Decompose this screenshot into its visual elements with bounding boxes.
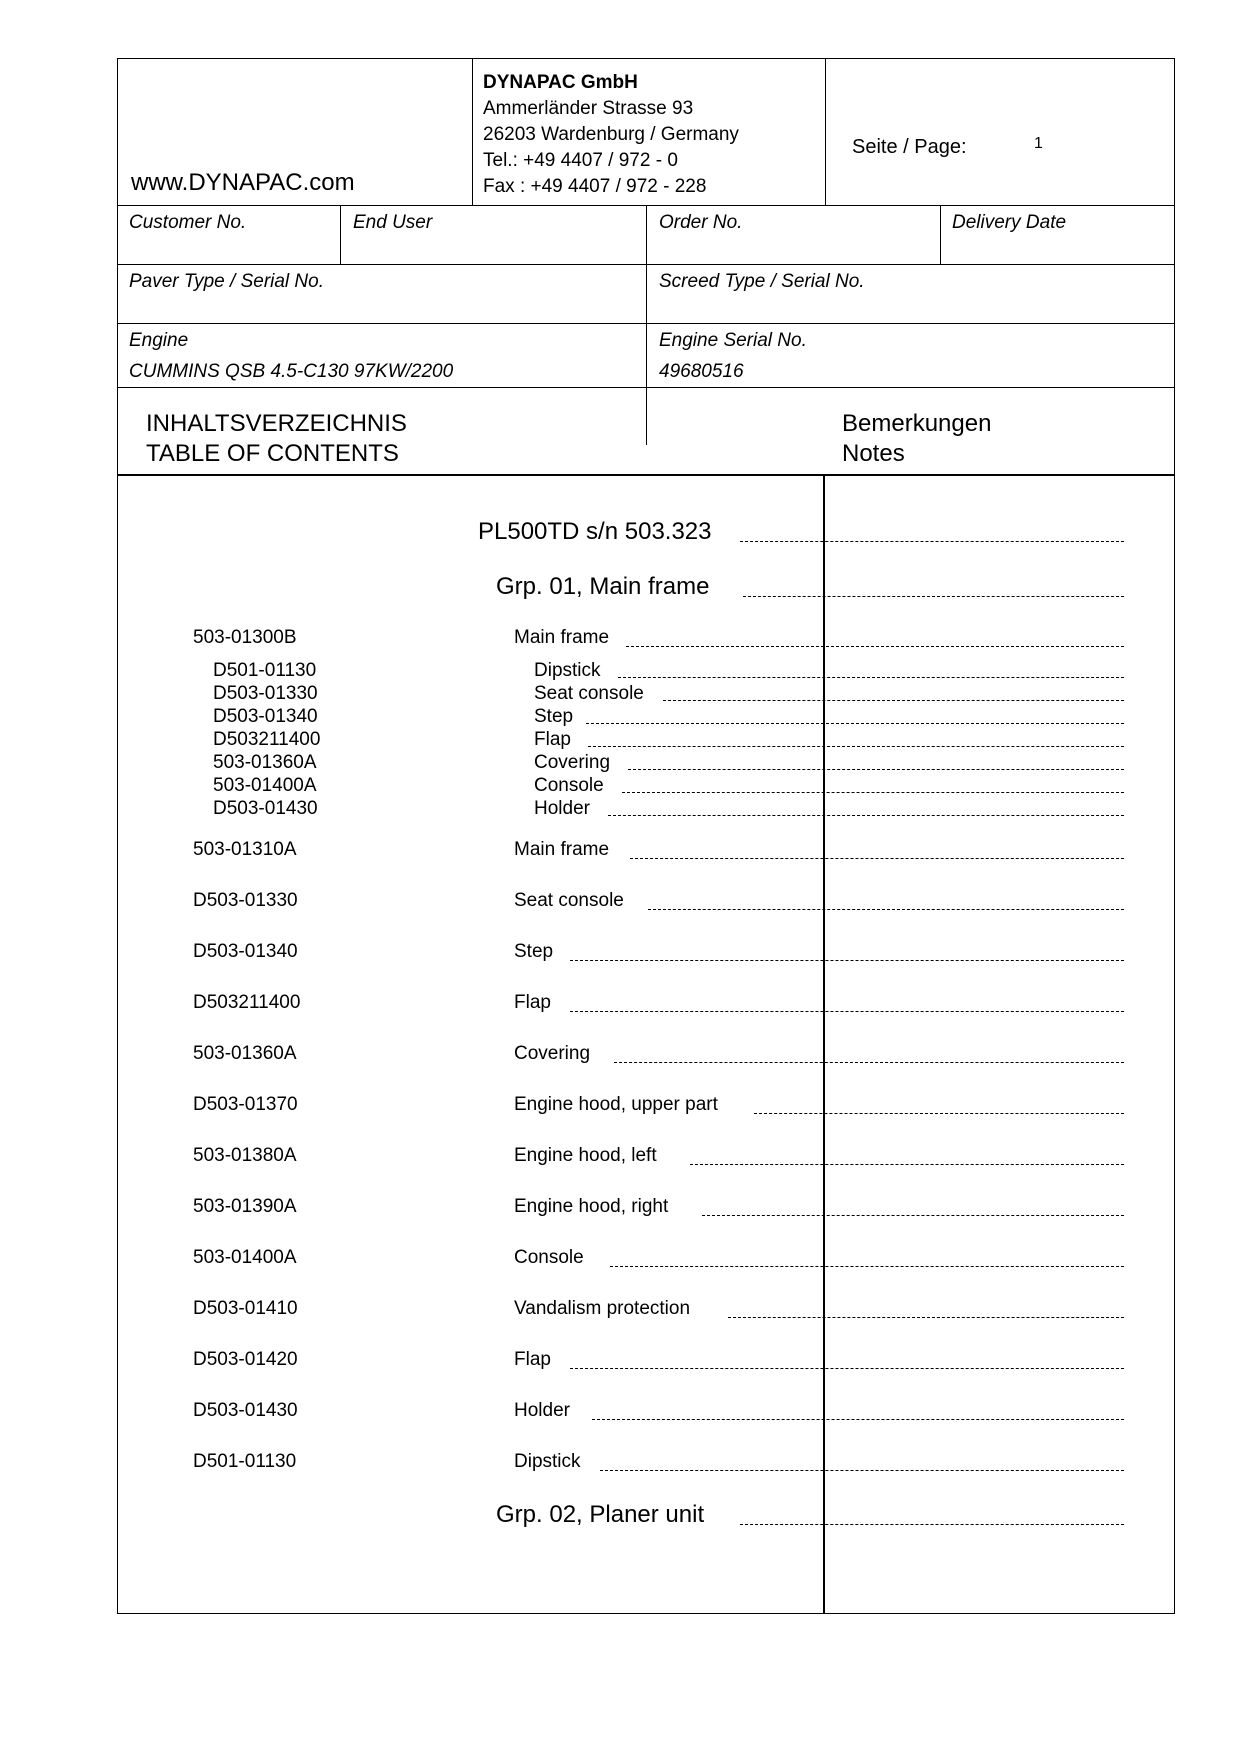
divider	[118, 264, 1174, 265]
machine-heading: PL500TD s/n 503.323	[478, 518, 712, 545]
divider	[118, 474, 1174, 476]
leader-line	[663, 700, 1124, 701]
sub-item-desc: Step	[534, 706, 574, 727]
leader-line	[570, 1368, 1124, 1369]
leader-line	[690, 1164, 1124, 1165]
item-code: D503-01330	[193, 890, 298, 911]
toc-title-de: INHALTSVERZEICHNIS	[146, 410, 407, 437]
group-heading: Grp. 01, Main frame	[496, 573, 710, 600]
leader-line	[743, 596, 1124, 597]
divider	[118, 323, 1174, 324]
sub-item-desc: Console	[534, 775, 604, 796]
leader-line	[630, 858, 1124, 859]
item-desc: Holder	[514, 1400, 570, 1421]
item-code: D501-01130	[193, 1451, 297, 1472]
item-desc: Step	[514, 941, 554, 962]
item-desc: Vandalism protection	[514, 1298, 691, 1319]
company-address	[483, 70, 739, 200]
company-name: DYNAPAC GmbH	[483, 72, 638, 93]
item-desc: Engine hood, left	[514, 1145, 657, 1166]
engine-serial-label: Engine Serial No.	[659, 330, 807, 351]
company-tel: Tel.: +49 4407 / 972 - 0	[483, 150, 678, 171]
item-code: D503-01370	[193, 1094, 298, 1115]
item-code: D503-01410	[193, 1298, 298, 1319]
sub-item-code: D503-01430	[213, 798, 318, 819]
notes-title-de: Bemerkungen	[842, 410, 992, 437]
leader-line	[648, 909, 1124, 910]
sub-item-desc: Dipstick	[534, 660, 601, 681]
item-desc: Engine hood, right	[514, 1196, 669, 1217]
page-number: 1	[1034, 135, 1043, 152]
sub-item-code: D503-01340	[213, 706, 318, 727]
toc-title-en: TABLE OF CONTENTS	[146, 440, 399, 467]
item-code: D503-01420	[193, 1349, 298, 1370]
paver-type-label: Paver Type / Serial No.	[129, 271, 325, 292]
sub-item-code: D503-01330	[213, 683, 318, 704]
leader-line	[622, 792, 1124, 793]
divider	[646, 205, 647, 445]
leader-line	[570, 960, 1124, 961]
notes-column-divider	[823, 474, 825, 1614]
item-desc: Engine hood, upper part	[514, 1094, 718, 1115]
item-desc: Flap	[514, 1349, 551, 1370]
leader-line	[570, 1011, 1124, 1012]
toc-title	[146, 409, 407, 469]
sub-item-desc: Holder	[534, 798, 590, 819]
item-code: D503-01430	[193, 1400, 298, 1421]
order-no-label: Order No.	[659, 212, 743, 233]
item-code: D503-01340	[193, 941, 298, 962]
item-code: 503-01380A	[193, 1145, 297, 1166]
company-street: Ammerländer Strasse 93	[483, 98, 694, 119]
leader-line	[702, 1215, 1124, 1216]
item-desc: Seat console	[514, 890, 624, 911]
sub-item-code: D501-01130	[213, 660, 317, 681]
delivery-date-label: Delivery Date	[952, 212, 1067, 233]
leader-line	[614, 1062, 1124, 1063]
document-frame	[117, 58, 1175, 1614]
page-label: Seite / Page:	[852, 136, 967, 158]
item-desc: Dipstick	[514, 1451, 581, 1472]
item-code: 503-01360A	[193, 1043, 297, 1064]
sub-item-desc: Seat console	[534, 683, 644, 704]
leader-line	[740, 1524, 1124, 1525]
sub-item-desc: Flap	[534, 729, 571, 750]
divider	[825, 59, 826, 205]
divider	[340, 205, 341, 264]
screed-type-label: Screed Type / Serial No.	[659, 271, 865, 292]
leader-line	[618, 677, 1124, 678]
engine-serial-value: 49680516	[659, 361, 744, 382]
leader-line	[600, 1470, 1124, 1471]
sub-item-code: 503-01400A	[213, 775, 317, 796]
sub-item-code: 503-01360A	[213, 752, 317, 773]
leader-line	[610, 1266, 1124, 1267]
engine-value: CUMMINS QSB 4.5-C130 97KW/2200	[129, 361, 454, 382]
engine-label: Engine	[129, 330, 189, 351]
notes-title-en: Notes	[842, 440, 905, 467]
end-user-label: End User	[353, 212, 433, 233]
leader-line	[628, 769, 1124, 770]
leader-line	[740, 541, 1124, 542]
item-desc: Main frame	[514, 839, 610, 860]
leader-line	[586, 723, 1124, 724]
item-desc: Covering	[514, 1043, 591, 1064]
company-fax: Fax : +49 4407 / 972 - 228	[483, 176, 707, 197]
sub-item-code: D503211400	[213, 729, 321, 750]
item-code: D503211400	[193, 992, 301, 1013]
item-code: 503-01400A	[193, 1247, 297, 1268]
item-desc: Flap	[514, 992, 551, 1013]
item-desc: Console	[514, 1247, 584, 1268]
sub-item-desc: Covering	[534, 752, 611, 773]
item-code: 503-01390A	[193, 1196, 297, 1217]
leader-line	[592, 1419, 1124, 1420]
leader-line	[728, 1317, 1124, 1318]
leader-line	[588, 746, 1124, 747]
company-city: 26203 Wardenburg / Germany	[483, 124, 739, 145]
leader-line	[626, 646, 1124, 647]
notes-title	[842, 409, 991, 469]
item-code: 503-01310A	[193, 839, 297, 860]
divider	[472, 59, 473, 205]
divider	[940, 205, 941, 264]
website-url: www.DYNAPAC.com	[131, 169, 355, 196]
leader-line	[608, 815, 1124, 816]
leader-line	[754, 1113, 1124, 1114]
customer-no-label: Customer No.	[129, 212, 247, 233]
block-desc: Main frame	[514, 627, 610, 648]
block-code: 503-01300B	[193, 627, 297, 648]
group-heading: Grp. 02, Planer unit	[496, 1501, 705, 1528]
divider	[118, 387, 1174, 388]
